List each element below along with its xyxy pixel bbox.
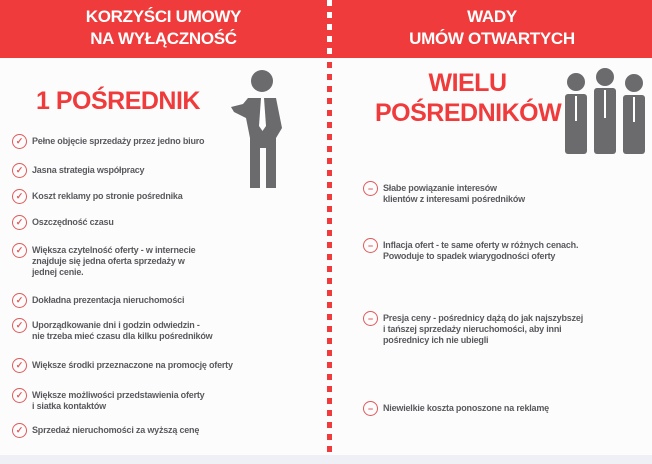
right-title-line: UMÓW OTWARTYCH	[409, 29, 575, 48]
item-text-line: Sprzedaż nieruchomości za wyższą cenę	[32, 425, 200, 435]
item-text	[32, 425, 199, 436]
dashed-divider	[327, 62, 332, 455]
item-text-line: Presja ceny - pośrednicy dążą do jak najszybszej	[383, 313, 583, 323]
list-item	[12, 191, 183, 204]
right-heading-line: WIELU	[428, 69, 507, 97]
left-title-line: NA WYŁĄCZNOŚĆ	[90, 29, 237, 48]
check-circle-icon: ✓	[12, 243, 27, 258]
list-item	[12, 165, 144, 178]
header-divider	[327, 0, 332, 58]
item-text-line: pośrednicy ich nie ubiegli	[383, 335, 489, 345]
right-title-line: WADY	[467, 7, 517, 26]
minus-circle-icon: −	[363, 238, 378, 253]
check-circle-icon: ✓	[12, 358, 27, 373]
item-text	[383, 183, 525, 205]
left-title	[0, 6, 327, 50]
check-circle-icon: ✓	[12, 318, 27, 333]
list-item	[12, 245, 195, 278]
item-text	[383, 313, 583, 346]
item-text-line: Oszczędność czasu	[32, 217, 114, 227]
item-text	[32, 360, 233, 371]
check-circle-icon: ✓	[12, 293, 27, 308]
list-item	[363, 403, 549, 416]
item-text-line: Dokładna prezentacja nieruchomości	[32, 295, 185, 305]
item-text-line: Jasna strategia współpracy	[32, 165, 145, 175]
item-text-line: jednej cenie.	[32, 267, 84, 277]
item-text-line: Inflacja ofert - te same oferty w różnych cenach.	[383, 240, 579, 250]
item-text-line: klientów z interesami pośredników	[383, 194, 525, 204]
minus-circle-icon: −	[363, 401, 378, 416]
item-text	[32, 217, 114, 228]
right-heading-line: POŚREDNIKÓW	[375, 99, 562, 127]
bottom-strip	[0, 455, 652, 464]
check-circle-icon: ✓	[12, 163, 27, 178]
list-item	[363, 183, 525, 205]
item-text	[32, 390, 204, 412]
item-text-line: Większe możliwości przedstawienia oferty	[32, 390, 205, 400]
item-text-line: Niewielkie koszta ponoszone na reklamę	[383, 403, 549, 413]
item-text	[383, 403, 549, 414]
item-text-line: i siatka kontaktów	[32, 401, 106, 411]
right-heading	[375, 68, 560, 128]
minus-circle-icon: −	[363, 311, 378, 326]
check-circle-icon: ✓	[12, 388, 27, 403]
item-text-line: nie trzeba mieć czasu dla kilku pośredników	[32, 331, 213, 341]
list-item	[12, 320, 212, 342]
item-text-line: Pełne objęcie sprzedaży przez jedno biuro	[32, 136, 205, 146]
list-item	[363, 240, 578, 262]
list-item	[12, 425, 199, 438]
check-circle-icon: ✓	[12, 215, 27, 230]
left-heading: 1 POŚREDNIK	[36, 87, 200, 115]
check-circle-icon: ✓	[12, 134, 27, 149]
item-text	[32, 295, 184, 306]
item-text-line: Słabe powiązanie interesów	[383, 183, 497, 193]
list-item	[12, 136, 204, 149]
item-text-line: Koszt reklamy po stronie pośrednika	[32, 191, 183, 201]
list-item	[12, 217, 114, 230]
list-item	[12, 295, 184, 308]
businessman-icon	[220, 68, 295, 188]
item-text-line: Uporządkowanie dni i godzin odwiedzin -	[32, 320, 200, 330]
left-title-line: KORZYŚCI UMOWY	[85, 7, 242, 26]
item-text-line: Większe środki przeznaczone na promocję oferty	[32, 360, 233, 370]
item-text-line: znajduje się jedna oferta sprzedaży w	[32, 256, 185, 266]
item-text-line: Powoduje to spadek wiarygodności oferty	[383, 251, 556, 261]
check-circle-icon: ✓	[12, 189, 27, 204]
minus-circle-icon: −	[363, 181, 378, 196]
item-text	[32, 136, 204, 147]
item-text	[32, 165, 144, 176]
item-text	[383, 240, 578, 262]
list-item	[363, 313, 583, 346]
group-of-businessmen-icon	[558, 66, 650, 154]
item-text	[32, 191, 183, 202]
item-text-line: i tańszej sprzedaży nieruchomości, aby inni	[383, 324, 562, 334]
right-title	[332, 6, 652, 50]
list-item	[12, 360, 233, 373]
check-circle-icon: ✓	[12, 423, 27, 438]
header-band	[0, 0, 652, 58]
item-text	[32, 245, 195, 278]
list-item	[12, 390, 204, 412]
item-text-line: Większa czytelność oferty - w internecie	[32, 245, 196, 255]
item-text	[32, 320, 212, 342]
